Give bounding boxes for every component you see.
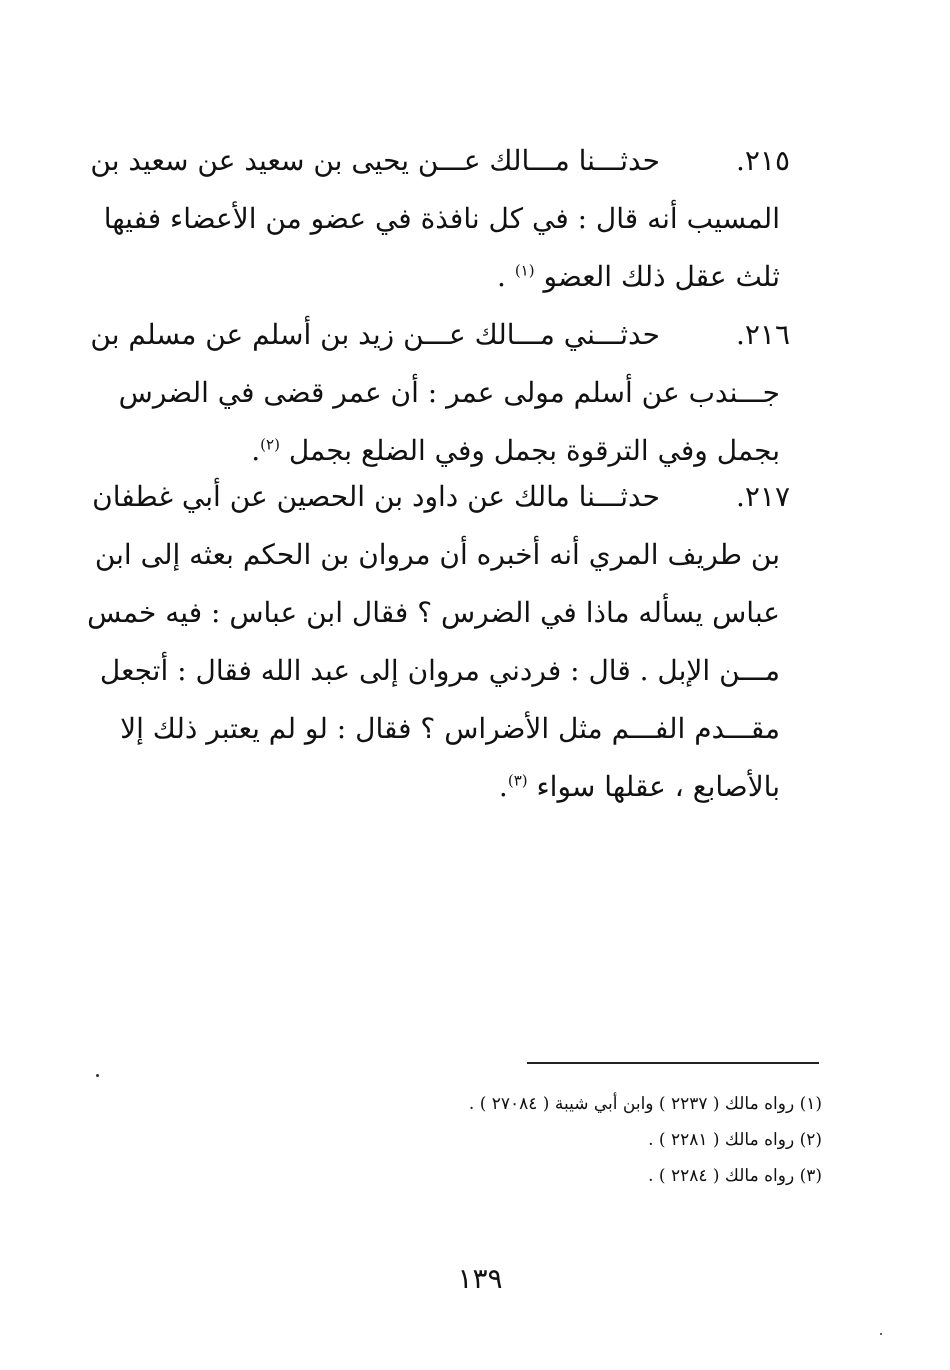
scan-speck: [880, 1333, 882, 1335]
hadith-number: ٢١٥.: [735, 144, 790, 177]
hadith-text: بالأصابع ، عقلها سواء: [536, 770, 780, 803]
footnote-item: (٢) رواه مالك ( ٢٢٨١ ) .: [648, 1130, 822, 1150]
hadith-text-line: المسيب أنه قال : في كل نافذة في عضو من الأعضاء ففيها: [103, 202, 780, 235]
hadith-text-line: حدثـــنا مـــالك عـــن يحيى بن سعيد عن سعيد بن: [90, 144, 660, 177]
hadith-number: ٢١٧.: [735, 480, 790, 513]
hadith-text-line: [160, 758, 780, 816]
footnotes: [360, 1086, 822, 1194]
page-number: ١٣٩: [457, 1262, 503, 1295]
hadith-first-line: [90, 132, 790, 190]
hadith-number: ٢١٦.: [735, 318, 790, 351]
scan-speck: [96, 1074, 99, 1077]
footnote-item: (١) رواه مالك ( ٢٢٣٧ ) وابن أبي شيبة ( ٢٧٠٨٤ ) .: [468, 1094, 822, 1114]
footnote-marker[interactable]: (١): [514, 261, 535, 280]
footnote-marker[interactable]: (٣): [507, 771, 528, 790]
hadith-text-line: جـــندب عن أسلم مولى عمر : أن عمر قضى في الضرس: [118, 376, 780, 409]
hadith-text-line: [160, 248, 780, 306]
hadith-text-line: حدثـــني مـــالك عـــن زيد بن أسلم عن مسلم بن: [90, 318, 660, 351]
hadith-first-line: [90, 306, 790, 364]
hadith-text: ثلث عقل ذلك العضو: [543, 260, 780, 293]
hadith-first-line: [92, 468, 790, 526]
footnote-divider: [527, 1062, 819, 1064]
hadith-217: [87, 468, 790, 816]
hadith-215: [90, 132, 790, 306]
hadith-216: [90, 306, 790, 480]
sentence-end: .: [251, 434, 261, 467]
footnote-item: (٣) رواه مالك ( ٢٢٨٤ ) .: [648, 1166, 822, 1186]
hadith-text-line: مـــن الإبل . قال : فردني مروان إلى عبد الله فقال : أتجعل: [99, 654, 780, 687]
sentence-end: .: [497, 260, 515, 293]
hadith-text: بجمل وفي الترقوة بجمل وفي الضلع بجمل: [288, 434, 780, 467]
sentence-end: .: [498, 770, 508, 803]
hadith-text-line: مقـــدم الفـــم مثل الأضراس ؟ فقال : لو لم يعتبر ذلك إلا: [120, 712, 780, 745]
hadith-text-line: بن طريف المري أنه أخبره أن مروان بن الحكم بعثه إلى ابن: [94, 538, 780, 571]
hadith-text-line: عباس يسأله ماذا في الضرس ؟ فقال ابن عباس : فيه خمس: [87, 596, 780, 629]
footnote-marker[interactable]: (٢): [260, 435, 280, 454]
hadith-text-line: حدثـــنا مالك عن داود بن الحصين عن أبي غطفان: [92, 480, 660, 513]
